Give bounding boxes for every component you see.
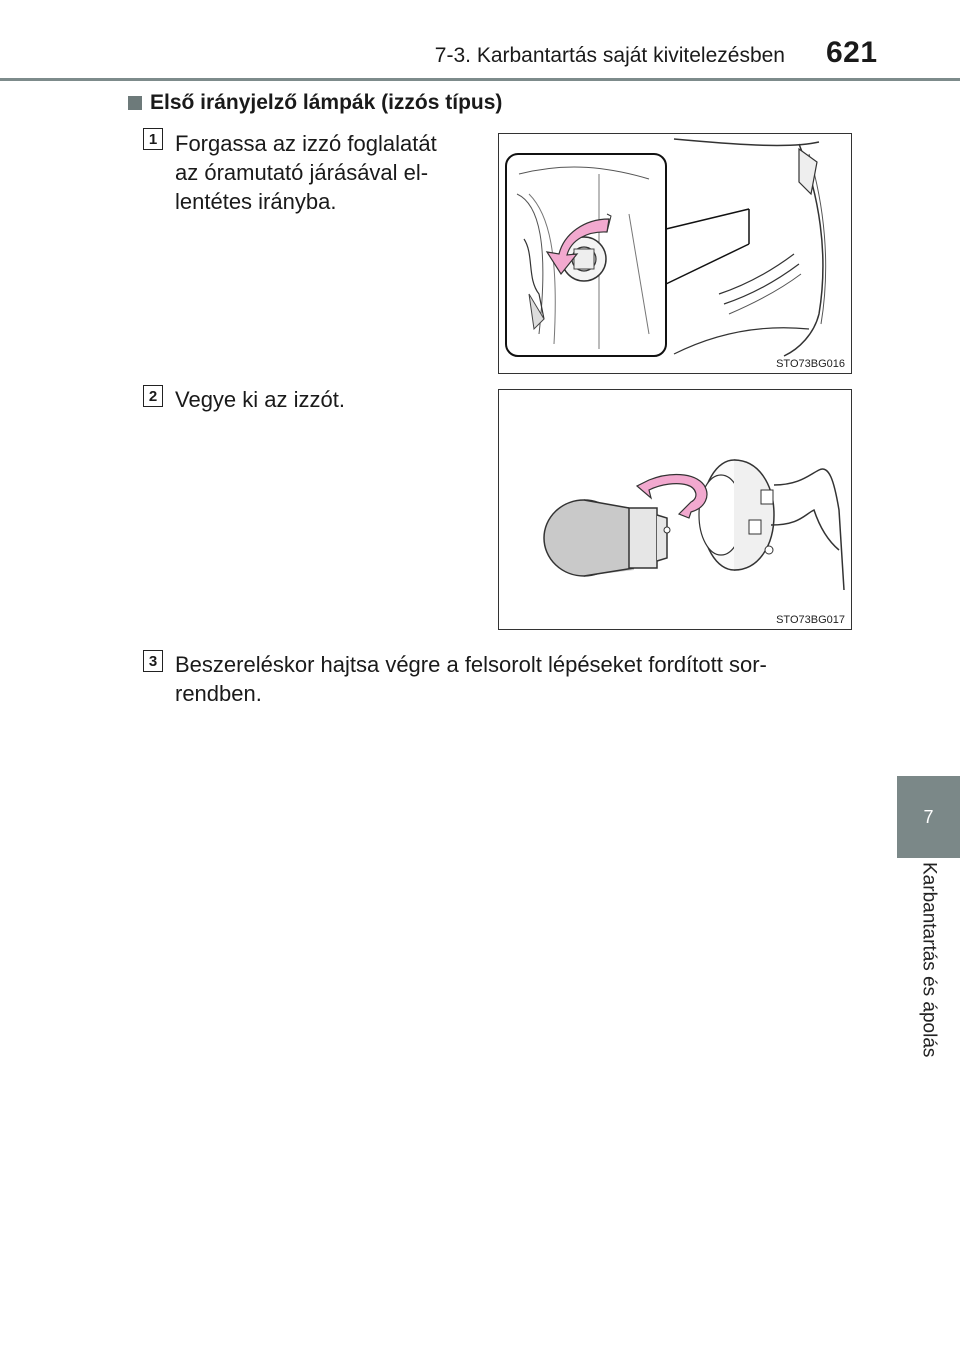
section-heading xyxy=(128,91,502,115)
chapter-tab-label-box xyxy=(897,862,960,1082)
section-heading-text: Első irányjelző lámpák (izzós típus) xyxy=(150,91,503,114)
step-text-1 xyxy=(175,129,475,216)
step-1-line-1: Forgassa az izzó foglalatát xyxy=(175,131,437,156)
figure-code-2: STO73BG017 xyxy=(776,614,845,626)
header-divider xyxy=(0,78,960,81)
chapter-tab-number: 7 xyxy=(897,776,960,858)
step-3-line-2: rendben. xyxy=(175,681,262,706)
step-1-line-2: az óramutató járásával el- xyxy=(175,160,429,185)
figure-socket-rotation xyxy=(498,133,852,374)
step-text-3 xyxy=(175,650,850,708)
header-section-title: 7-3. Karbantartás saját kivitelezésben xyxy=(434,44,785,67)
step-1-line-3: lentétes irányba. xyxy=(175,189,337,214)
step-badge-1: 1 xyxy=(143,128,163,150)
chapter-tab-label: Karbantartás és ápolás xyxy=(918,862,940,1058)
figure-code-1: STO73BG016 xyxy=(776,358,845,370)
step-badge-2: 2 xyxy=(143,385,163,407)
socket-rotation-illustration xyxy=(499,134,852,374)
heading-square-icon xyxy=(128,96,142,110)
bulb-removal-illustration xyxy=(499,390,852,630)
figure-bulb-removal xyxy=(498,389,852,630)
step-3-line-1: Beszereléskor hajtsa végre a felsorolt lépéseket fordított sor- xyxy=(175,652,767,677)
step-badge-3: 3 xyxy=(143,650,163,672)
step-text-2: Vegye ki az izzót. xyxy=(175,387,345,412)
page-number: 621 xyxy=(826,36,878,69)
